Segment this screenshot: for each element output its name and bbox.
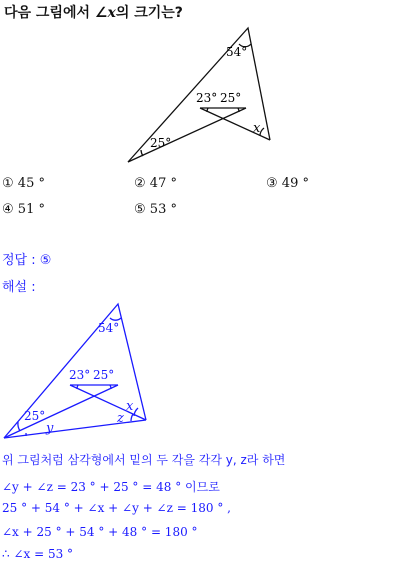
figure1-label-top: 54° (226, 45, 248, 59)
explanation-figure (0, 298, 160, 444)
answer (2, 249, 51, 268)
answer-value: ⑤ (39, 253, 52, 268)
figure1-arc-right (260, 128, 264, 136)
option-1-number: ① (2, 176, 14, 191)
figure1-label-mid-right: 25° (220, 91, 242, 105)
solution-line-5: ∴ ∠x = 53 ° (2, 547, 74, 561)
explanation-label: 해설 : (2, 280, 36, 295)
figure2-label-x: x (126, 399, 134, 414)
figure2-label-mid-left: 23° (69, 368, 91, 382)
solution-line-3: 25 ° + 54 ° + ∠x + ∠y + ∠z = 180 ° , (2, 501, 231, 515)
question-suffix: 의 크기는? (115, 5, 183, 21)
figure2-label-z: z (117, 411, 124, 426)
solution-line-4: ∠x + 25 ° + 54 ° + 48 ° = 180 ° (2, 525, 198, 539)
option-4-value: 51 ° (17, 202, 45, 217)
figure1-label-bottom-left: 25° (150, 136, 172, 150)
option-5[interactable] (134, 202, 177, 217)
option-2-number: ② (134, 176, 146, 191)
option-4-number: ④ (2, 202, 14, 217)
option-4[interactable] (2, 202, 45, 217)
option-3[interactable] (266, 176, 309, 191)
figure2-label-y: y (46, 421, 54, 436)
question-figure (120, 22, 280, 168)
option-1[interactable] (2, 176, 45, 191)
question-text (4, 2, 183, 22)
figure1-line-to-mid-right (128, 108, 246, 162)
option-3-value: 49 ° (281, 176, 309, 191)
option-3-number: ③ (266, 176, 278, 191)
option-2-value: 47 ° (149, 176, 177, 191)
solution-line-2: ∠y + ∠z = 23 ° + 25 ° = 48 ° 이므로 (2, 480, 220, 494)
option-5-number: ⑤ (134, 202, 146, 217)
figure2-label-top: 54° (98, 321, 120, 335)
solution-line-1: 위 그림처럼 삼각형에서 밑의 두 각을 각각 y, z라 하면 (2, 453, 286, 467)
figure2-arc-25 (18, 422, 20, 431)
figure2-arc-top (110, 318, 121, 320)
option-1-value: 45 ° (17, 176, 45, 191)
figure1-label-mid-left: 23° (196, 91, 218, 105)
figure1-label-x: x (253, 121, 261, 136)
question-variable: x (107, 5, 116, 21)
figure2-label-bottom-left: 25° (24, 409, 46, 423)
question-prefix: 다음 그림에서 ∠ (4, 5, 108, 21)
figure1-arc-bottom-left (141, 150, 143, 156)
option-5-value: 53 ° (149, 202, 177, 217)
figure2-label-mid-right: 25° (93, 368, 115, 382)
figure2-arc-z (131, 414, 133, 421)
figure2-line-to-mid-right (4, 385, 118, 438)
answer-label: 정답 : (2, 253, 36, 268)
option-2[interactable] (134, 176, 177, 191)
